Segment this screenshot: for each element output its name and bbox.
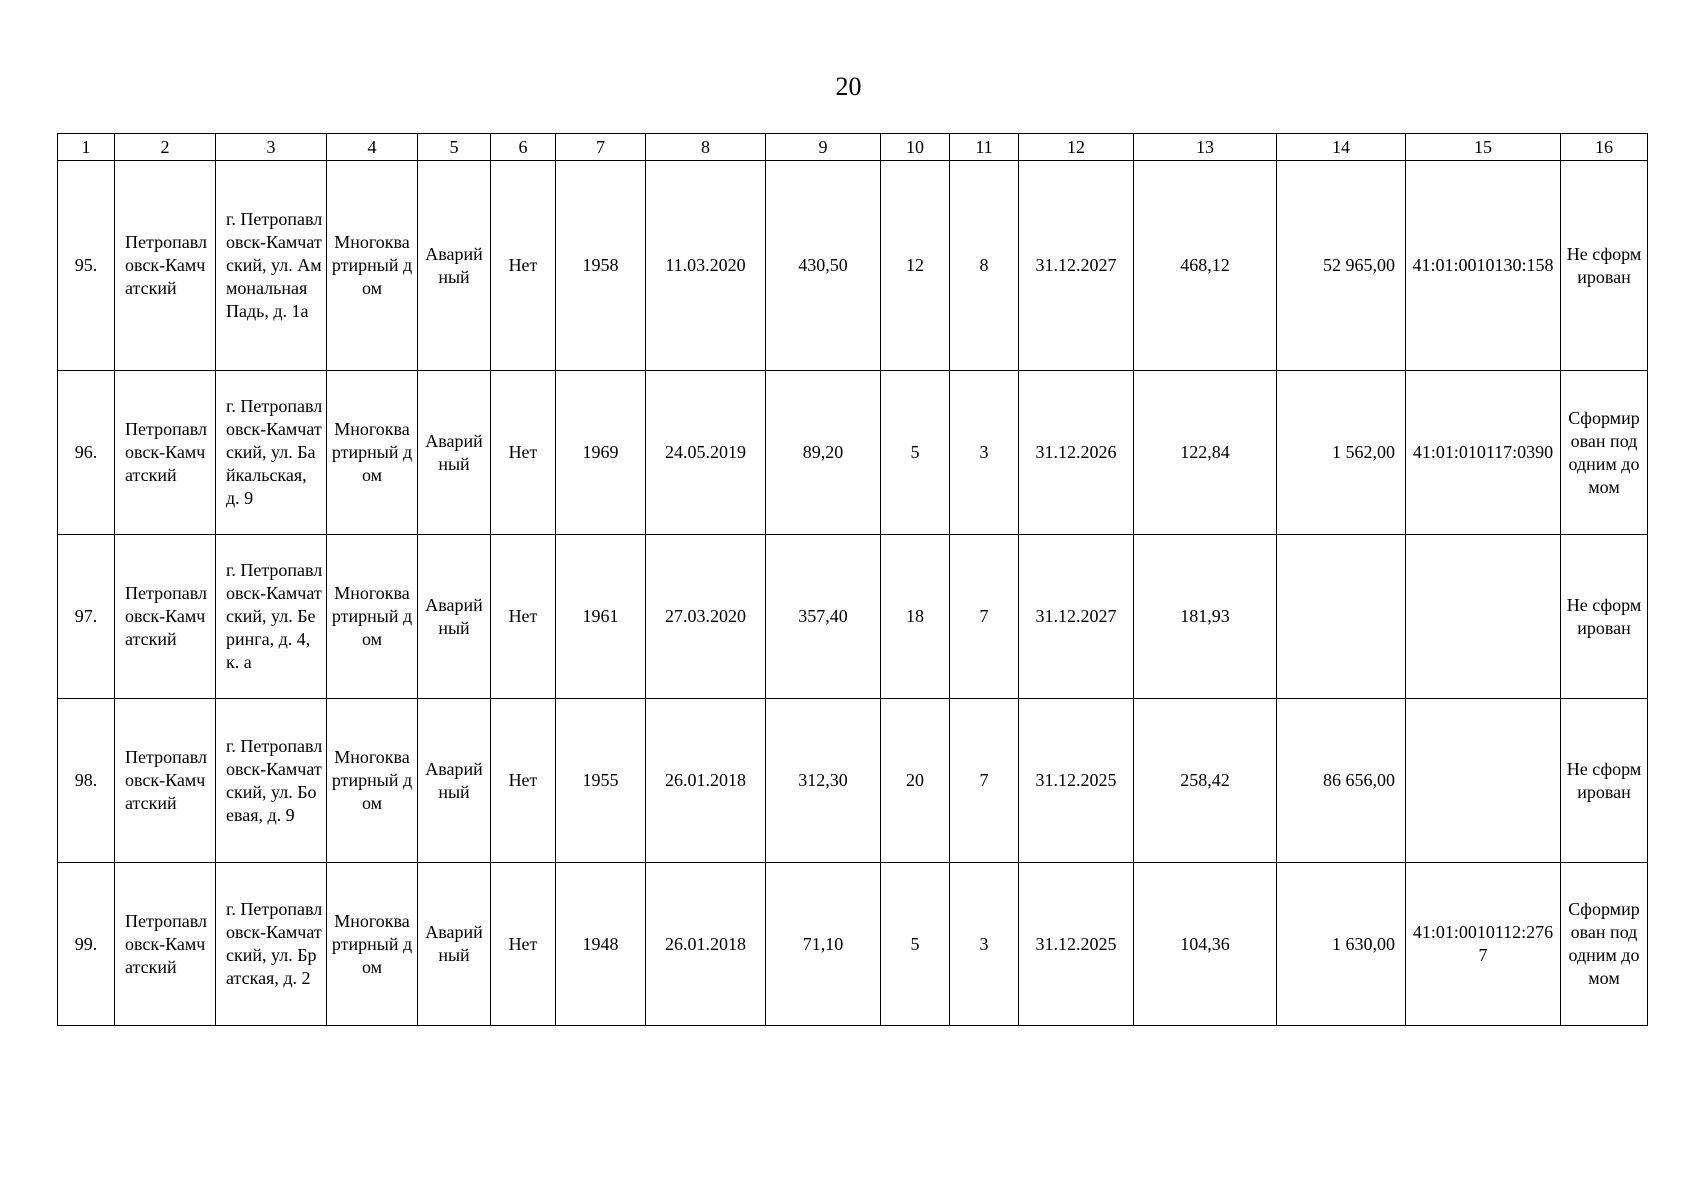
cadastral-cell [1406,535,1561,699]
deadline-cell: 31.12.2027 [1019,161,1134,371]
col11-cell: 3 [950,371,1019,535]
table-row [58,863,1648,1026]
row-number-cell: 98. [58,699,115,863]
table-row [58,371,1648,535]
col16-cell: Сформирован под одним домом [1561,863,1648,1026]
city-cell: Петропавловск-Камчатский [115,371,216,535]
col13-cell: 181,93 [1134,535,1277,699]
col13-cell: 468,12 [1134,161,1277,371]
col6-cell: Нет [491,535,556,699]
table-row [58,699,1648,863]
address-cell: г. Петропавловск-Камчатский, ул. Боевая, д. 9 [216,699,327,863]
date-cell: 11.03.2020 [646,161,766,371]
col6-cell: Нет [491,863,556,1026]
column-header: 7 [556,134,646,161]
address-cell: г. Петропавловск-Камчатский, ул. Байкальская, д. 9 [216,371,327,535]
area-cell: 430,50 [766,161,881,371]
year-cell: 1969 [556,371,646,535]
column-header: 3 [216,134,327,161]
column-header: 14 [1277,134,1406,161]
col11-cell: 7 [950,699,1019,863]
area-cell: 89,20 [766,371,881,535]
row-number-cell: 99. [58,863,115,1026]
house-type-cell: Многоквартирный дом [327,161,418,371]
housing-registry-table [57,133,1648,1026]
city-cell: Петропавловск-Камчатский [115,535,216,699]
col13-cell: 122,84 [1134,371,1277,535]
table-row [58,161,1648,371]
column-header: 1 [58,134,115,161]
date-cell: 26.01.2018 [646,863,766,1026]
cadastral-cell: 41:01:0010112:2767 [1406,863,1561,1026]
area-cell: 312,30 [766,699,881,863]
area-cell: 357,40 [766,535,881,699]
status-cell: Аварийный [418,161,491,371]
col11-cell: 8 [950,161,1019,371]
col14-cell: 1 630,00 [1277,863,1406,1026]
row-number-cell: 96. [58,371,115,535]
cadastral-cell: 41:01:0010130:158 [1406,161,1561,371]
area-cell: 71,10 [766,863,881,1026]
address-cell: г. Петропавловск-Камчатский, ул. Аммональная Падь, д. 1а [216,161,327,371]
column-header: 12 [1019,134,1134,161]
col16-cell: Сформирован под одним домом [1561,371,1648,535]
table-row [58,535,1648,699]
deadline-cell: 31.12.2026 [1019,371,1134,535]
col13-cell: 104,36 [1134,863,1277,1026]
column-header: 2 [115,134,216,161]
col10-cell: 12 [881,161,950,371]
city-cell: Петропавловск-Камчатский [115,699,216,863]
address-cell: г. Петропавловск-Камчатский, ул. Беринга, д. 4, к. а [216,535,327,699]
col10-cell: 18 [881,535,950,699]
house-type-cell: Многоквартирный дом [327,863,418,1026]
status-cell: Аварийный [418,699,491,863]
date-cell: 26.01.2018 [646,699,766,863]
col16-cell: Не сформирован [1561,699,1648,863]
column-header: 5 [418,134,491,161]
city-cell: Петропавловск-Камчатский [115,863,216,1026]
col6-cell: Нет [491,161,556,371]
col14-cell: 52 965,00 [1277,161,1406,371]
house-type-cell: Многоквартирный дом [327,371,418,535]
status-cell: Аварийный [418,371,491,535]
column-header: 16 [1561,134,1648,161]
deadline-cell: 31.12.2027 [1019,535,1134,699]
cadastral-cell: 41:01:010117:0390 [1406,371,1561,535]
deadline-cell: 31.12.2025 [1019,863,1134,1026]
col6-cell: Нет [491,371,556,535]
col10-cell: 5 [881,863,950,1026]
column-header: 4 [327,134,418,161]
date-cell: 24.05.2019 [646,371,766,535]
col16-cell: Не сформирован [1561,161,1648,371]
house-type-cell: Многоквартирный дом [327,699,418,863]
col14-cell: 86 656,00 [1277,699,1406,863]
column-header: 10 [881,134,950,161]
col16-cell: Не сформирован [1561,535,1648,699]
year-cell: 1955 [556,699,646,863]
column-header: 8 [646,134,766,161]
year-cell: 1958 [556,161,646,371]
col11-cell: 7 [950,535,1019,699]
col14-cell: 1 562,00 [1277,371,1406,535]
year-cell: 1948 [556,863,646,1026]
address-cell: г. Петропавловск-Камчатский, ул. Братская, д. 2 [216,863,327,1026]
col6-cell: Нет [491,699,556,863]
row-number-cell: 95. [58,161,115,371]
deadline-cell: 31.12.2025 [1019,699,1134,863]
column-header: 9 [766,134,881,161]
status-cell: Аварийный [418,535,491,699]
col10-cell: 20 [881,699,950,863]
column-header: 6 [491,134,556,161]
row-number-cell: 97. [58,535,115,699]
column-header: 15 [1406,134,1561,161]
column-header: 11 [950,134,1019,161]
column-header: 13 [1134,134,1277,161]
col11-cell: 3 [950,863,1019,1026]
column-number-row [58,134,1648,161]
cadastral-cell [1406,699,1561,863]
year-cell: 1961 [556,535,646,699]
col14-cell [1277,535,1406,699]
house-type-cell: Многоквартирный дом [327,535,418,699]
city-cell: Петропавловск-Камчатский [115,161,216,371]
date-cell: 27.03.2020 [646,535,766,699]
col10-cell: 5 [881,371,950,535]
page-number: 20 [835,72,862,101]
col13-cell: 258,42 [1134,699,1277,863]
status-cell: Аварийный [418,863,491,1026]
